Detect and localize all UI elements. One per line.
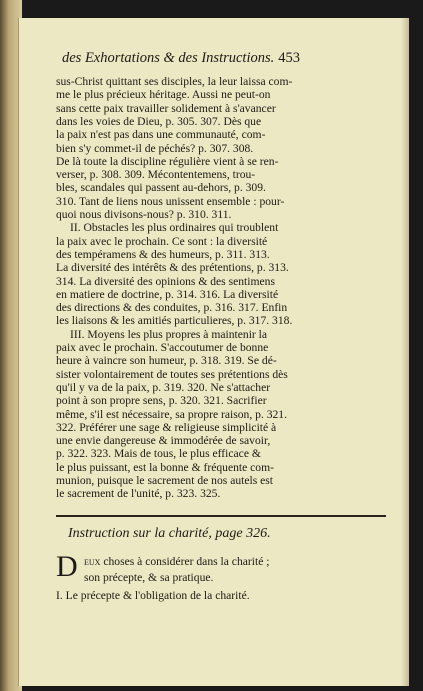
text-line: des directions & des conduites, p. 316. 317. Enfin: [56, 301, 288, 315]
running-header: [62, 50, 388, 67]
text-line: les liaisons & les amitiés particulieres, p. 317. 318.: [56, 314, 293, 328]
text-line: la paix n'est pas dans une communauté, com-: [56, 128, 266, 142]
drop-cap: D: [56, 550, 78, 583]
text-line: bles, scandales qui passent au-dehors, p. 309.: [56, 181, 266, 195]
section-first-line: [84, 554, 269, 570]
text-line: paix avec le prochain. S'accoutumer de bonne: [56, 341, 269, 354]
text-line: p. 322. 323. Mais de tous, le plus efficace &: [56, 447, 261, 461]
text-line: La diversité des intérêts & des prétentions, p. 313.: [56, 261, 289, 275]
text-line: De là toute la discipline régulière vient à se ren-: [56, 154, 279, 168]
section-first-line-rest: choses à considérer dans la charité ;: [100, 555, 270, 568]
text-line: même, s'il est nécessaire, sa propre raison, p. 321.: [56, 407, 287, 421]
text-line: la paix avec le prochain. Ce sont : la diversité: [56, 234, 268, 248]
text-line: qu'il y va de la paix, p. 319. 320. Ne s'attacher: [56, 380, 271, 394]
text-line: dans les voies de Dieu, p. 305. 307. Dès que: [56, 114, 262, 128]
text-line: une envie dangereuse & immodérée de savoir,: [56, 434, 271, 448]
text-line: III. Moyens les plus propres à maintenir la: [70, 327, 268, 341]
text-line: 310. Tant de liens nous unissent ensemble : pour-: [56, 194, 285, 208]
section-title: Instruction sur la charité, page 326.: [68, 526, 271, 541]
text-line: point à son propre sens, p. 320. 321. Sacrifier: [56, 394, 267, 408]
text-line: munion, puisque le sacrement de nos autels est: [56, 474, 274, 487]
text-line: sister volontairement de toutes ses prétentions dès: [56, 367, 288, 381]
text-line: 322. Préférer une sage & religieuse simplicité à: [56, 420, 277, 434]
text-line: le plus puissant, est la bonne & fréquente com-: [56, 460, 274, 474]
text-line: le sacrement de l'unité, p. 323. 325.: [56, 487, 221, 501]
text-line: heure à vaincre son humeur, p. 318. 319. Se dé-: [56, 354, 277, 368]
section-second-line: son précepte, & sa pratique.: [84, 571, 214, 584]
text-line: verser, p. 308. 309. Mécontentemens, trou-: [56, 168, 256, 182]
running-title: des Exhortations & des Instructions.: [62, 50, 275, 66]
text-line: me le plus précieux héritage. Aussi ne peut-on: [56, 88, 271, 102]
text-line: bien s'y commet-il de péchés? p. 307. 308.: [56, 141, 254, 155]
section-first-word: eux: [84, 555, 101, 568]
text-line: quoi nous divisons-nous? p. 310. 311.: [56, 208, 232, 221]
page-number: 453: [278, 50, 301, 66]
text-line: sus-Christ quittant ses disciples, la leur laissa com-: [56, 75, 293, 88]
section-rule: [56, 515, 386, 517]
book-page: [18, 18, 409, 686]
text-line: sans cette paix travailler solidement à s'avancer: [56, 101, 276, 115]
section-third-line: I. Le précepte & l'obligation de la charité.: [56, 589, 250, 602]
text-line: en matiere de doctrine, p. 314. 316. La diversité: [56, 287, 279, 301]
text-line: II. Obstacles les plus ordinaires qui troublent: [70, 221, 279, 235]
text-line: 314. La diversité des opinions & des sentimens: [56, 274, 275, 288]
text-line: des tempéramens & des humeurs, p. 311. 313.: [56, 247, 270, 261]
